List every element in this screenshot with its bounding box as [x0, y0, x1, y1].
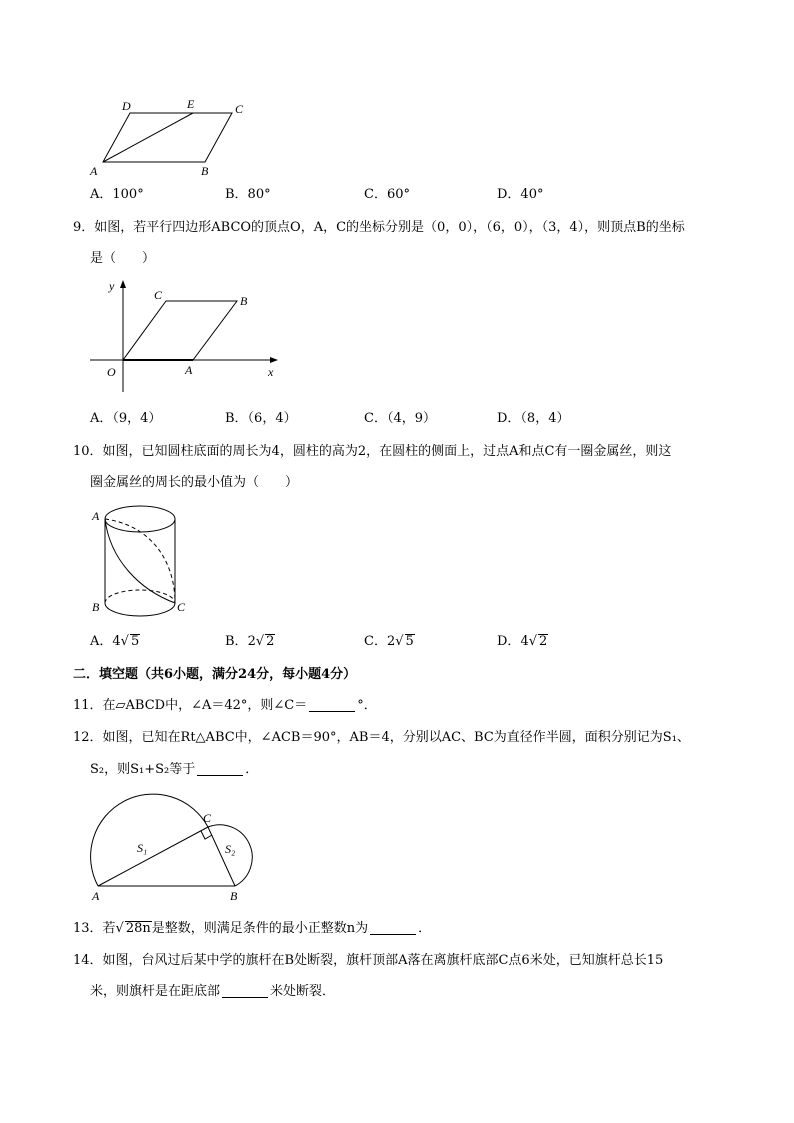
q10-option-d-coef: 4	[520, 634, 529, 649]
q10-option-d-label: D．	[497, 634, 521, 649]
q10-option-b[interactable]: B．2√ 2	[225, 634, 275, 649]
q10-option-a[interactable]: A．4√ 5	[90, 634, 140, 649]
q10-option-c-label: C．	[364, 634, 387, 649]
q10-label-c: C	[177, 600, 186, 614]
q9-label-y: y	[109, 279, 115, 293]
q10-option-b-radicand: 2	[266, 634, 275, 649]
q10-option-c-radicand: 5	[405, 634, 414, 649]
q9-label-a: A	[185, 363, 193, 377]
q10-option-d-radicand: 2	[539, 634, 548, 649]
q13-answer-blank[interactable]	[370, 933, 416, 935]
q8-label-d: D	[122, 99, 131, 113]
q8-option-b[interactable]: B．80°	[225, 187, 271, 202]
q14-stem-line2	[90, 985, 335, 998]
q12-label-a: A	[92, 889, 100, 903]
q9-stem-line1: 9．如图，若平行四边形ABCO的顶点O，A，C的坐标分别是（0，0），（6，0），（3，4），则顶点B的坐标	[73, 220, 685, 235]
q8-option-d[interactable]: D．40°	[497, 187, 544, 202]
q12-stem-line2-pre: S₂，则S₁+S₂等于	[90, 762, 196, 777]
q9-option-d[interactable]: D．（8，4）	[497, 411, 570, 426]
q10-option-a-radicand: 5	[130, 634, 140, 649]
q10-option-c-coef: 2	[386, 634, 396, 649]
q14-stem-line2-post: 米处断裂．	[270, 984, 336, 999]
q10-option-a-label: A．	[90, 634, 113, 649]
q10-option-b-label: B．	[225, 634, 248, 649]
q8-label-e: E	[187, 97, 195, 111]
q11-stem-post: °．	[357, 698, 377, 713]
q13-stem-end: ．	[418, 921, 432, 936]
q10-label-b: B	[92, 600, 100, 614]
q10-stem-line2: 圈金属丝的周长的最小值为（ ）	[90, 475, 299, 490]
q13-stem-post: 是整数，则满足条件的最小正整数n为	[151, 921, 369, 936]
q8-label-a: A	[90, 164, 98, 178]
q12-stem-line1: 12．如图，已知在Rt△ABC中，∠ACB＝90°，AB＝4，分别以AC、BC为直径作半圆，面积分别记为S₁、	[73, 730, 690, 745]
q12-label-s1: S₁	[137, 841, 148, 855]
q13-radicand: 28n	[125, 921, 151, 936]
q10-option-d[interactable]: D．4√ 2	[497, 634, 548, 649]
q8-option-a[interactable]: A．100°	[90, 187, 144, 202]
q9-option-c[interactable]: C．（4，9）	[364, 411, 436, 426]
q12-stem-line2-post: ．	[245, 762, 259, 777]
q8-option-c[interactable]: C．60°	[364, 187, 410, 202]
q14-answer-blank[interactable]	[222, 996, 268, 998]
q10-label-a: A	[92, 509, 100, 523]
q8-label-c: C	[235, 102, 244, 116]
q14-stem-line1: 14．如图，台风过后某中学的旗杆在B处断裂，旗杆顶部A落在离旗杆底部C点6米处，已知旗杆总长15	[73, 953, 664, 968]
q10-option-a-coef: 4	[112, 634, 121, 649]
q10-stem-line1: 10．如图，已知圆柱底面的周长为4，圆柱的高为2，在圆柱的侧面上，过点A和点C有一圈金属丝，则这	[73, 444, 672, 459]
q12-label-c: C	[203, 811, 212, 825]
section-2-heading: 二．填空题（共6小题，满分24分，每小题4分）	[73, 667, 357, 682]
q9-stem-line2: 是（ ）	[90, 251, 156, 266]
q11-stem-pre: 11．在▱ABCD中，∠A＝42°，则∠C＝	[73, 698, 308, 713]
q10-option-b-coef: 2	[247, 634, 256, 649]
q13-stem-pre: 13．若	[73, 921, 116, 936]
q10-option-c[interactable]: C．2√ 5	[364, 634, 414, 649]
q12-label-s2: S₂	[225, 842, 236, 856]
q8-label-b: B	[201, 164, 209, 178]
q9-option-b[interactable]: B．（6，4）	[225, 411, 297, 426]
q14-stem-line2-pre: 米，则旗杆是在距底部	[90, 984, 221, 999]
q9-label-x: x	[268, 365, 274, 379]
q12-label-b: B	[230, 889, 238, 903]
q9-label-c: C	[154, 288, 163, 302]
q9-label-b: B	[240, 294, 248, 308]
q13-stem: 13．若√ 28n是整数，则满足条件的最小正整数n为 ．	[73, 921, 432, 936]
q9-option-a[interactable]: A．（9，4）	[90, 411, 162, 426]
q9-label-o: O	[107, 365, 116, 379]
